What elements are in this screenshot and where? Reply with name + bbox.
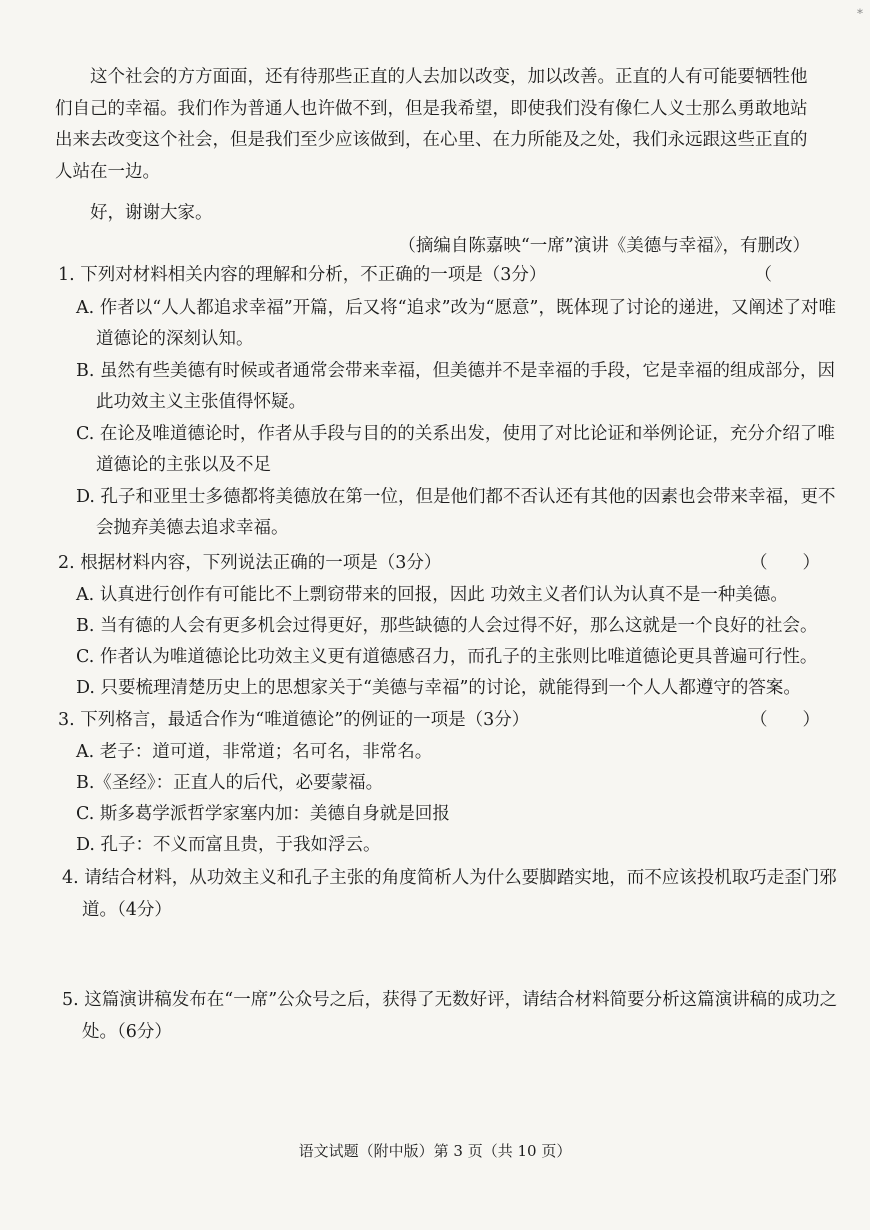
question-1-option-b: B. 虽然有些美德有时候或者通常会带来幸福，但美德并不是幸福的手段，它是幸福的组成部分，因此功效主义主张值得怀疑。 <box>76 361 835 412</box>
passage-paragraph-1: 这个社会的方方面面，还有待那些正直的人去加以改变，加以改善。正直的人有可能要牺牲他们自己的幸福。我们作为普通人也许做不到，但是我希望，即使我们没有像仁人义士那么勇敢地站出来去改变这个社会，但是我们至少应该做到，在心里、在力所能及之处，我们永远跟这些正直的人站在一边。 <box>55 67 808 182</box>
question-3-option-d: D. 孔子：不义而富且贵，于我如浮云。 <box>76 835 381 855</box>
passage-source: （摘编自陈嘉映“一席”演讲《美德与幸福》，有删改） <box>398 236 810 256</box>
question-2-option-c: C. 作者认为唯道德论比功效主义更有道德感召力，而孔子的主张则比唯道德论更具普遍可行性。 <box>76 647 818 667</box>
question-2-stem <box>58 548 820 579</box>
question-2-option-b: B. 当有德的人会有更多机会过得更好，那些缺德的人会过得不好，那么这就是一个良好的社会。 <box>76 616 818 636</box>
question-5-stem: 5. 这篇演讲稿发布在“一席”公众号之后，获得了无数好评，请结合材料简要分析这篇演讲稿的成功之处。（6分） <box>62 990 838 1042</box>
question-1-option-c: C. 在论及唯道德论时，作者从手段与目的的关系出发，使用了对比论证和举例论证，充分介绍了唯道德论的主张以及不足 <box>76 424 835 475</box>
question-1-text: 1. 下列对材料相关内容的理解和分析，不正确的一项是（3分） <box>58 265 547 285</box>
question-1-option-a: A. 作者以“人人都追求幸福”开篇，后又将“追求”改为“愿意”，既体现了讨论的递进，又阐述了对唯道德论的深刻认知。 <box>76 298 836 349</box>
page-footer: 语文试题（附中版）第 3 页（共 10 页） <box>298 1142 572 1160</box>
question-3-stem <box>58 705 820 736</box>
question-1-option-d: D. 孔子和亚里士多德都将美德放在第一位，但是他们都不否认还有其他的因素也会带来幸福，更不会抛弃美德去追求幸福。 <box>76 487 836 538</box>
question-1-stem <box>58 260 820 291</box>
question-3-option-a: A. 老子：道可道，非常道；名可名，非常名。 <box>76 742 433 762</box>
question-2-answer-paren: （ ） <box>750 553 820 573</box>
corner-mark: ⁠ ∗ <box>852 4 864 18</box>
question-4-stem: 4. 请结合材料，从功效主义和孔子主张的角度简析人为什么要脚踏实地，而不应该投机取巧走歪门邪道。（4分） <box>62 868 837 920</box>
question-3-answer-paren: （ ） <box>750 710 820 730</box>
passage-paragraph-2: 好，谢谢大家。 <box>90 203 213 223</box>
question-3-option-b: B.《圣经》：正直人的后代，必要蒙福。 <box>76 773 384 793</box>
question-3-option-c: C. 斯多葛学派哲学家塞内加：美德自身就是回报 <box>76 804 450 824</box>
question-2-text: 2. 根据材料内容，下列说法正确的一项是（3分） <box>58 553 442 573</box>
question-1-answer-paren: （ <box>754 265 772 285</box>
question-2-option-d: D. 只要梳理清楚历史上的思想家关于“美德与幸福”的讨论，就能得到一个人人都遵守的答案。 <box>76 678 801 698</box>
question-2-option-a: A. 认真进行创作有可能比不上剽窃带来的回报，因此 功效主义者们认为认真不是一种美德。 <box>76 585 788 605</box>
question-3-text: 3. 下列格言，最适合作为“唯道德论”的例证的一项是（3分） <box>58 710 530 730</box>
